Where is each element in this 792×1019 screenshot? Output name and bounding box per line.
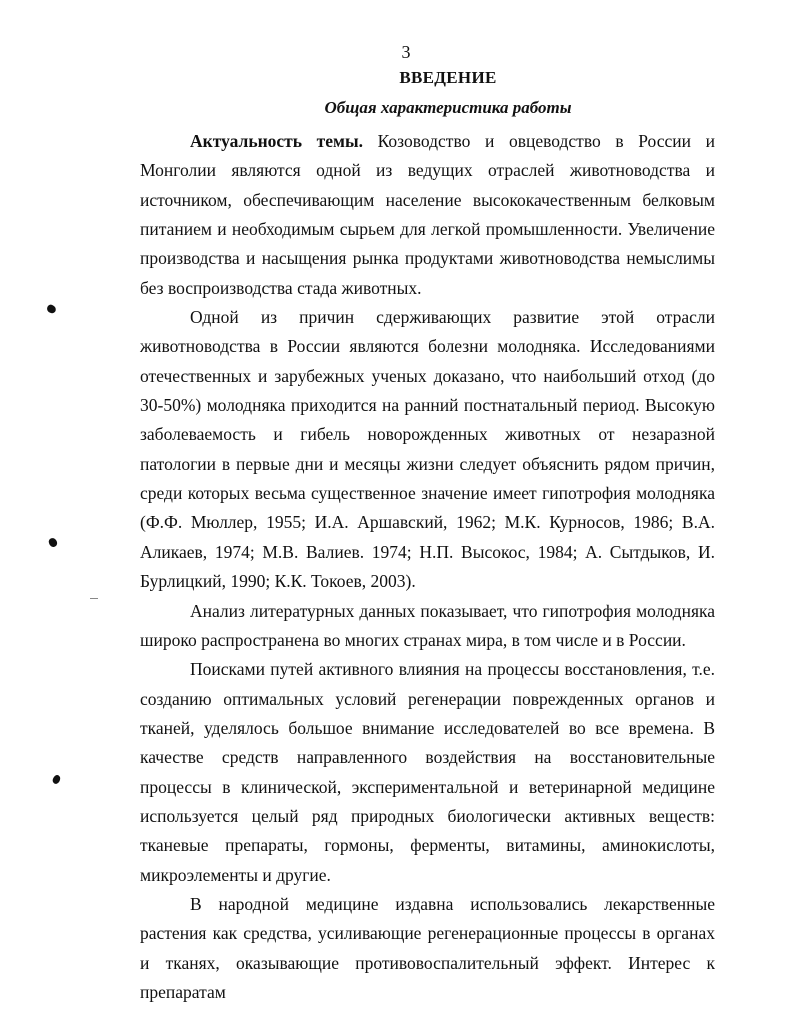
scan-hole-mark xyxy=(48,537,58,548)
paragraph-diseases: Одной из причин сдерживающих развитие этой отрасли животноводства в России являются болезни молодняка. Исследованиями отечественных и зарубежных ученых доказано, что наибольший отход (до 30-50%) молодняка приходится на ранний постнатальный период. Высокую заболеваемость и гибель новорожденных животных от незаразной патологии в первые дни и месяцы жизни следует объяснить рядом причин, среди которых весьма существенное значение имеет гипотрофия молодняка (Ф.Ф. Мюллер, 1955; И.А. Аршавский, 1962; М.К. Курносов, 1986; В.А. Аликаев, 1974; М.В. Валиев. 1974; Н.П. Высокос, 1984; А. Сытдыков, И. Бурлицкий, 1990; К.К. Токоев, 2003). xyxy=(140,307,715,592)
paragraph-text: Козоводство и овцеводство в России и Монголии являются одной из ведущих отраслей животноводства и источником, обеспечивающим население высококачественным белковым питанием и необходимым сырьем для легкой промышленности. Увеличение производства и насыщения рынка продуктами животноводства немыслимы без воспроизводства стада животных. xyxy=(140,131,716,298)
paragraph-regeneration: Поисками путей активного влияния на процессы восстановления, т.е. созданию оптимальных условий регенерации поврежденных органов и тканей, уделялось большое внимание исследователей во все времена. В качестве средств направленного воздействия на восстановительные процессы в клинической, экспериментальной и ветеринарной медицине используется целый ряд природных биологически активных веществ: тканевые препараты, гормоны, ферменты, витамины, аминокислоты, микроэлементы и другие. xyxy=(140,659,715,885)
page-title: ВВЕДЕНИЕ xyxy=(399,68,497,87)
page-number: 3 xyxy=(401,42,411,62)
paragraph-lead: Актуальность темы. xyxy=(190,131,363,151)
paragraph-literature: Анализ литературных данных показывает, что гипотрофия молодняка широко распространена во многих странах мира, в том числе и в России. xyxy=(140,600,715,650)
scan-hole-mark xyxy=(51,774,62,785)
body-text xyxy=(140,127,715,1007)
section-subtitle: Общая характеристика работы xyxy=(324,98,572,117)
paragraph-relevance xyxy=(140,127,715,303)
scan-artifact-line xyxy=(90,598,98,599)
scan-hole-mark xyxy=(46,304,57,315)
paragraph-folk-medicine: В народной медицине издавна использовались лекарственные растения как средства, усиливающие регенерационные процессы в органах и тканях, оказывающие противовоспалительный эффект. Интерес к препаратам xyxy=(140,893,715,1002)
